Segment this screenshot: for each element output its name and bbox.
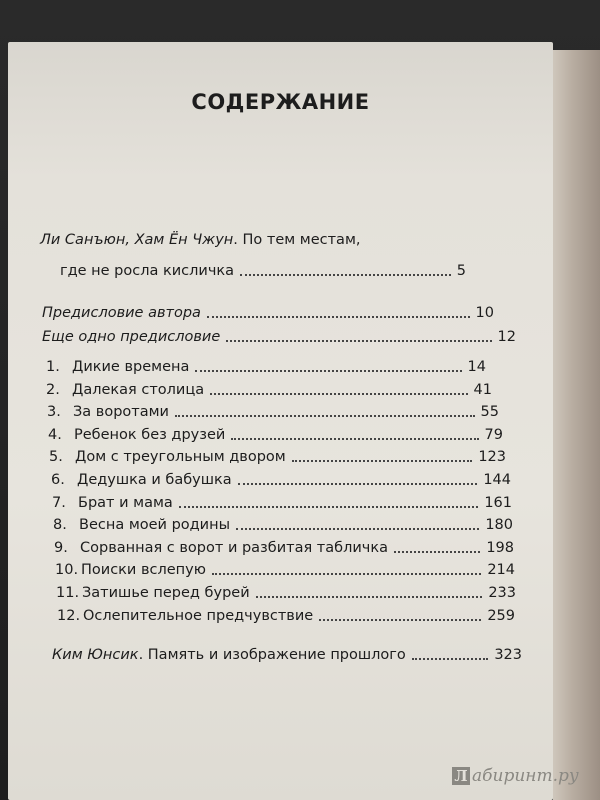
chapter-number: 11.	[56, 585, 80, 601]
toc-chapter-row	[51, 471, 511, 489]
chapter-number: 2.	[46, 381, 60, 398]
chapter-title: Дом с треугольным двором	[75, 449, 286, 466]
page-number: 55	[480, 404, 499, 421]
toc-chapter-row	[53, 516, 513, 534]
chapter-number: 5.	[49, 449, 63, 466]
toc-entry-authors: Ли Санъюн, Хам Ён Чжун	[40, 232, 234, 248]
leader-dots	[195, 369, 461, 372]
page-number: 233	[488, 585, 516, 601]
leader-dots	[238, 482, 478, 485]
toc-entry-title: Предисловие автора	[42, 305, 201, 321]
chapter-title: Дикие времена	[72, 359, 190, 375]
toc-entry-title-part: . Память и изображение прошлого	[138, 647, 406, 663]
chapter-number: 7.	[52, 494, 66, 511]
page-edge	[553, 50, 600, 800]
chapter-number: 8.	[53, 517, 67, 534]
toc-entry-author: Ким Юнсик	[52, 647, 139, 663]
chapter-number: 10.	[55, 562, 79, 579]
chapter-title: Дедушка и бабушка	[77, 472, 232, 488]
chapter-title: Брат и мама	[78, 494, 173, 511]
page-number: 5	[456, 263, 466, 279]
leader-dots	[207, 315, 470, 318]
page-title: СОДЕРЖАНИЕ	[191, 90, 370, 114]
toc-entry-title-part: . По тем местам,	[233, 232, 361, 248]
toc-chapter-row	[55, 561, 515, 579]
leader-dots	[212, 572, 481, 575]
toc-chapter-row	[57, 607, 515, 625]
watermark-text: абиринт.ру	[472, 766, 579, 786]
toc-chapter-row	[49, 448, 506, 466]
chapter-number: 3.	[47, 404, 61, 421]
leader-dots	[231, 437, 478, 440]
site-watermark	[452, 766, 579, 786]
chapter-number: 9.	[54, 539, 68, 556]
toc-chapter-row	[46, 358, 486, 376]
leader-dots	[394, 550, 480, 553]
toc-entry	[42, 328, 516, 346]
page-number: 180	[485, 517, 513, 534]
page-number: 12	[497, 329, 516, 345]
chapter-title: За воротами	[73, 404, 169, 421]
labirint-logo-icon: Л	[452, 767, 470, 785]
chapter-title: Ослепительное предчувствие	[83, 607, 314, 624]
chapter-title: Сорванная с ворот и разбитая табличка	[80, 539, 388, 556]
toc-chapter-row	[48, 426, 503, 444]
leader-dots	[256, 595, 483, 598]
toc-chapter-row	[54, 539, 514, 557]
leader-dots	[240, 273, 451, 276]
chapter-number: 4.	[48, 426, 62, 443]
leader-dots	[319, 618, 481, 621]
page-number: 123	[478, 449, 506, 466]
toc-chapter-row	[56, 584, 516, 602]
leader-dots	[226, 339, 491, 342]
leader-dots	[292, 459, 473, 462]
leader-dots	[412, 657, 489, 660]
leader-dots	[179, 505, 479, 508]
toc-chapter-row	[46, 381, 492, 399]
toc-chapter-row	[52, 494, 512, 512]
chapter-title: Весна моей родины	[79, 517, 231, 534]
page-number: 214	[487, 562, 515, 579]
page-number: 14	[467, 359, 486, 375]
page-number: 259	[487, 607, 515, 624]
toc-entry-title: Еще одно предисловие	[42, 329, 221, 345]
chapter-number: 1.	[46, 359, 60, 375]
book-page	[8, 42, 553, 800]
toc-entry-line1	[40, 232, 361, 248]
table-of-contents	[8, 42, 553, 800]
chapter-number: 6.	[51, 472, 65, 488]
chapter-title: Поиски вслепую	[81, 562, 206, 579]
chapter-title: Ребенок без друзей	[74, 426, 226, 443]
leader-dots	[175, 414, 475, 417]
page-number: 161	[484, 494, 512, 511]
page-number: 41	[473, 381, 492, 398]
chapter-number: 12.	[57, 607, 81, 624]
page-number: 144	[483, 472, 511, 488]
chapter-title: Далекая столица	[72, 381, 205, 398]
toc-entry-title	[52, 646, 406, 664]
page-number: 323	[494, 647, 522, 663]
chapter-title: Затишье перед бурей	[82, 585, 250, 601]
toc-entry	[42, 304, 494, 322]
toc-entry	[52, 646, 522, 664]
toc-chapter-row	[47, 403, 499, 421]
leader-dots	[210, 392, 467, 395]
page-number: 10	[475, 305, 494, 321]
page-number: 79	[484, 426, 503, 443]
toc-entry-line2	[60, 262, 466, 280]
leader-dots	[236, 527, 479, 530]
toc-entry-title: где не росла кисличка	[60, 263, 235, 279]
page-number: 198	[486, 539, 514, 556]
